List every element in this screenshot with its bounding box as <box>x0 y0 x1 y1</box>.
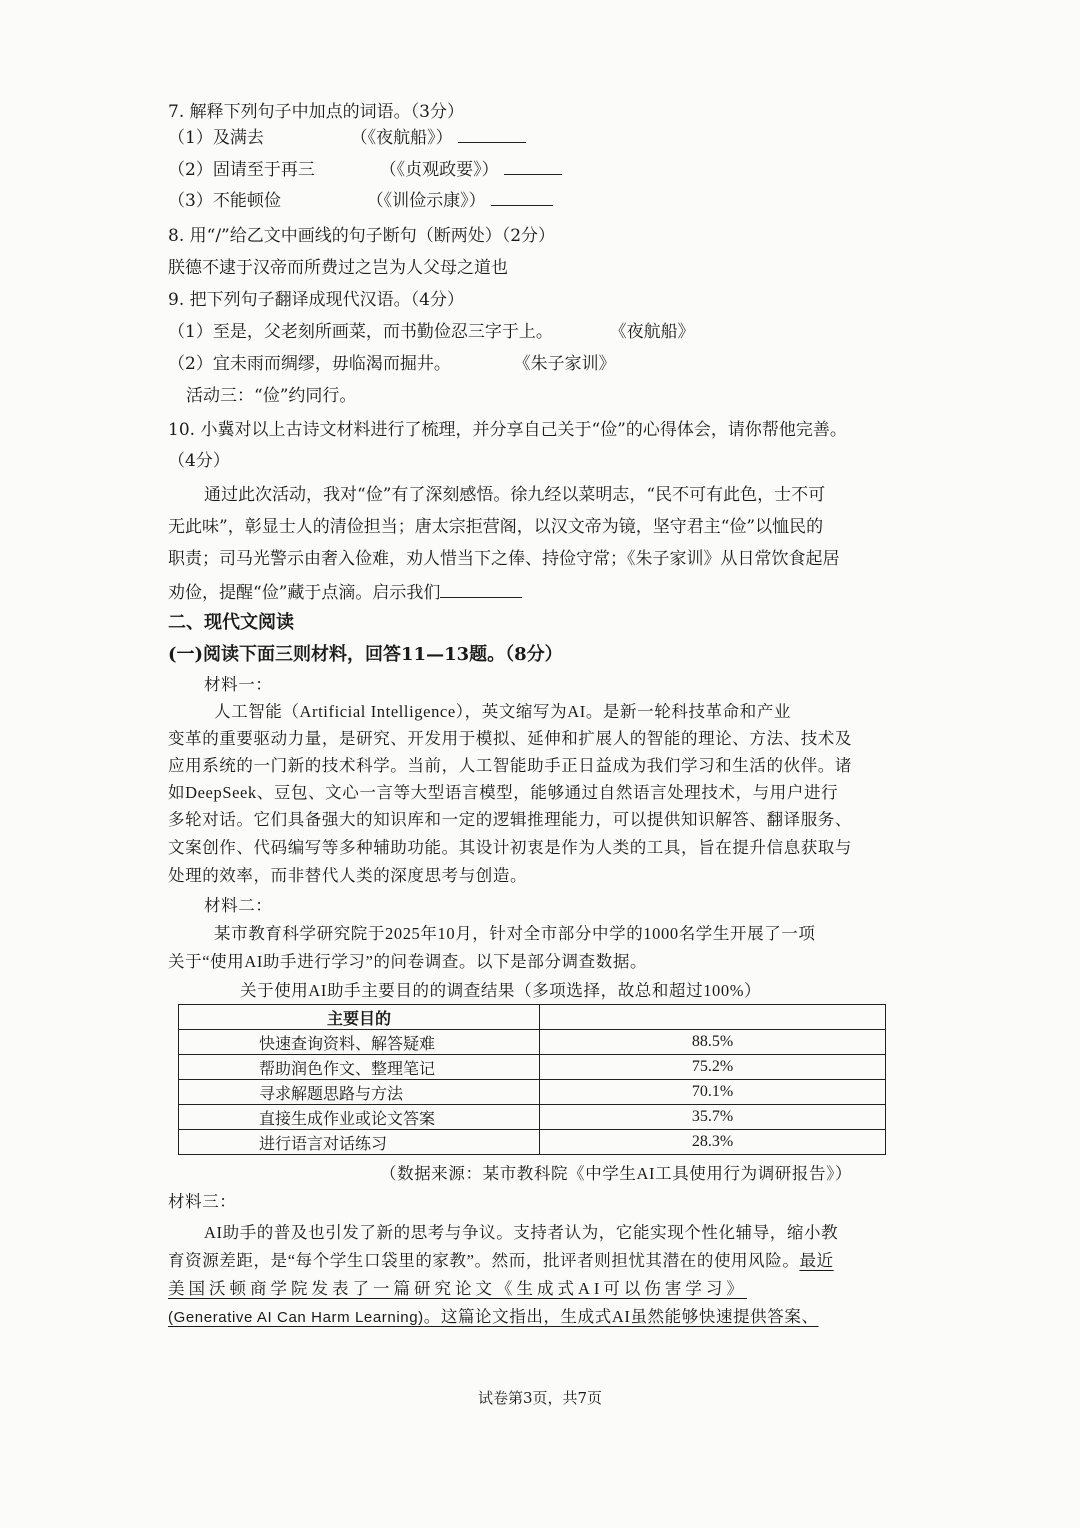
q10-para-line: 无此味”，彰显士人的清俭担当；唐太宗拒营阁，以汉文帝为镜，坚守君主“俭”以恤民的 <box>168 517 824 537</box>
section-title: 二、现代文阅读 <box>168 612 294 633</box>
answer-blank[interactable] <box>458 124 526 143</box>
purpose-cell: 进行语言对话练习 <box>179 1130 540 1155</box>
material-3-line: AI助手的普及也引发了新的思考与争议。支持者认为，它能实现个性化辅导，缩小教 <box>204 1223 839 1242</box>
material-1-line: 人工智能（Artificial Intelligence），英文缩写为AI。是新一轮科技革命和产业 <box>214 702 792 721</box>
material-1-line: 文案创作、代码编写等多种辅助功能。其设计初衷是作为人类的工具，旨在提升信息获取与 <box>168 838 852 857</box>
section-subtitle: (一)阅读下面三则材料，回答11—13题。（8分） <box>168 644 563 665</box>
q7-item-source: （《训俭示康》） <box>366 191 486 211</box>
q9-item-2 <box>168 352 900 376</box>
q7-item-1 <box>168 124 900 150</box>
table-row <box>179 1055 886 1080</box>
q10-score: （4分） <box>168 451 230 471</box>
table-header-cell: 主要目的 <box>179 1005 540 1030</box>
q7-item-source: （《夜航船》） <box>350 128 453 148</box>
q7-item-text: （3）不能顿俭 <box>168 191 281 211</box>
material-3-text: 育资源差距，是“每个学生口袋里的家教”。然而，批评者则担忧其潜在的使用风险。 <box>168 1251 800 1270</box>
q7-item-2 <box>168 156 900 182</box>
percent-cell: 35.7% <box>540 1105 886 1130</box>
q9-item-text: （2）宜未雨而绸缪，毋临渴而掘井。 <box>168 354 451 374</box>
q10-para-line <box>168 579 900 605</box>
q7-item-text: （2）固请至于再三 <box>168 160 315 180</box>
percent-cell: 75.2% <box>540 1055 886 1080</box>
q9-item-text: （1）至是，父老刻所画菜，而书勤俭忍三字于上。 <box>168 322 553 342</box>
material-3-line <box>168 1249 900 1273</box>
purpose-cell: 直接生成作业或论文答案 <box>179 1105 540 1130</box>
q9-item-source: 《朱子家训》 <box>513 354 616 374</box>
page-footer: 试卷第3页，共7页 <box>477 1389 603 1407</box>
q10-stem: 10. 小冀对以上古诗文材料进行了梳理，并分享自己关于“俭”的心得体会，请你帮他完善。 <box>168 420 847 440</box>
material-1-label: 材料一： <box>204 675 273 694</box>
percent-cell: 70.1% <box>540 1080 886 1105</box>
q9-item-1 <box>168 320 900 344</box>
underlined-text: 最近 <box>799 1251 834 1270</box>
material-1-line: 多轮对话。它们具备强大的知识库和一定的逻辑推理能力，可以提供知识解答、翻译服务、 <box>168 810 852 829</box>
q10-para-line: 通过此次活动，我对“俭”有了深刻感悟。徐九经以菜明志，“民不可有此色，士不可 <box>204 485 826 505</box>
underlined-text: 。这篇论文指出，生成式AI虽然能够快速提供答案、 <box>423 1307 819 1326</box>
table-header-cell <box>540 1005 886 1030</box>
q7-item-3 <box>168 187 900 213</box>
material-2-line: 关于“使用AI助手进行学习”的问卷调查。以下是部分调查数据。 <box>168 952 648 971</box>
material-1-line: 如DeepSeek、豆包、文心一言等大型语言模型，能够通过自然语言处理技术，与用户进行 <box>168 783 839 802</box>
purpose-cell: 快速查询资料、解答疑难 <box>179 1030 540 1055</box>
material-3-label: 材料三： <box>168 1192 237 1211</box>
percent-cell: 28.3% <box>540 1130 886 1155</box>
underlined-text: 美国沃顿商学院发表了一篇研究论文《生成式AI可以伤害学习》 <box>168 1279 747 1298</box>
q9-stem: 9. 把下列句子翻译成现代汉语。（4分） <box>168 290 464 310</box>
answer-blank[interactable] <box>440 579 522 598</box>
material-1-line: 变革的重要驱动力量，是研究、开发用于模拟、延伸和扩展人的智能的理论、方法、技术及 <box>168 729 852 748</box>
answer-blank[interactable] <box>504 156 562 175</box>
table-title: 关于使用AI助手主要目的的调查结果（多项选择，故总和超过100%） <box>240 981 762 1000</box>
material-3-line <box>168 1305 900 1330</box>
answer-blank[interactable] <box>491 187 553 206</box>
q10-para-text: 劝俭，提醒“俭”藏于点滴。启示我们 <box>168 583 441 603</box>
purpose-cell: 寻求解题思路与方法 <box>179 1080 540 1105</box>
material-2-line: 某市教育科学研究院于2025年10月，针对全市部分中学的1000名学生开展了一项 <box>214 924 816 943</box>
q7-stem: 7. 解释下列句子中加点的词语。（3分） <box>168 102 464 122</box>
material-1-line: 应用系统的一门新的技术科学。当前，人工智能助手正日益成为我们学习和生活的伙伴。诸 <box>168 756 852 775</box>
survey-table <box>178 1004 886 1155</box>
material-1-line: 处理的效率，而非替代人类的深度思考与创造。 <box>168 866 528 885</box>
activity-3-heading: 活动三：“俭”约同行。 <box>186 386 357 406</box>
material-2-label: 材料二： <box>204 896 273 915</box>
table-row <box>179 1130 886 1155</box>
table-row <box>179 1030 886 1055</box>
table-header-row <box>179 1005 886 1030</box>
table-row <box>179 1105 886 1130</box>
q10-para-line: 职责；司马光警示由奢入俭难，劝人惜当下之俸、持俭守常；《朱子家训》从日常饮食起居 <box>168 549 840 569</box>
data-source-note: （数据来源：某市教科院《中学生AI工具使用行为调研报告》） <box>380 1164 853 1183</box>
q8-stem: 8. 用“/”给乙文中画线的句子断句（断两处）（2分） <box>168 226 556 246</box>
q9-item-source: 《夜航船》 <box>609 322 695 342</box>
purpose-cell: 帮助润色作文、整理笔记 <box>179 1055 540 1080</box>
q8-sentence: 朕德不逮于汉帝而所费过之岂为人父母之道也 <box>168 258 508 278</box>
q7-item-source: （《贞观政要》） <box>379 160 499 180</box>
q7-item-text: （1）及满去 <box>168 128 264 148</box>
underlined-text: (Generative AI Can Harm Learning) <box>168 1309 424 1326</box>
table-row <box>179 1080 886 1105</box>
percent-cell: 88.5% <box>540 1030 886 1055</box>
